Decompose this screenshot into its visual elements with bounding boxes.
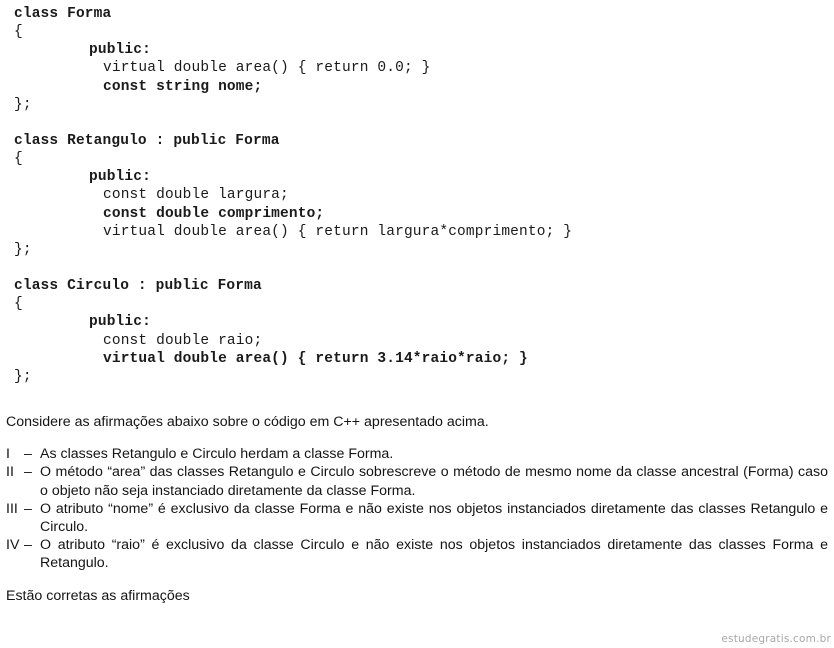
code-line: { [14,296,23,313]
statement-item [6,445,828,463]
question-intro: Considere as afirmações abaixo sobre o código em C++ apresentado acima. [6,414,489,430]
code-line: const string nome; [103,78,263,95]
statement-dash: – [24,537,32,554]
code-line [14,259,572,277]
statement-dash: – [24,500,32,517]
code-line: public: [89,42,151,59]
statement-item [6,536,828,572]
statement-number: IV [6,537,20,554]
code-line: const double comprimento; [103,205,325,222]
code-line: public: [89,314,151,331]
statement-dash: – [24,464,32,481]
question-body [6,413,828,605]
code-line: }; [14,96,32,113]
code-line: { [14,151,23,168]
statement-number: III [6,500,18,517]
code-line: class Forma [14,6,112,22]
code-line: { [14,24,23,41]
statement-item [6,463,828,499]
statement-dash: – [24,446,32,463]
code-line: virtual double area() { return largura*comprimento; } [103,223,573,240]
code-line: class Circulo : public Forma [14,278,262,295]
code-line: class Retangulo : public Forma [14,132,280,149]
code-line: }; [14,368,32,385]
statement-list [6,445,828,572]
question-prompt: Estão corretas as afirmações [6,587,190,604]
code-line: const double largura; [103,187,289,204]
statement-text: O atributo “raio” é exclusivo da classe Circulo e não existe nos objetos instanciados diretamente das classes Forma e Retangulo. [40,537,828,572]
code-listing [14,5,572,386]
code-line: }; [14,241,32,258]
code-line: const double raio; [103,332,263,349]
statement-text: O atributo “nome” é exclusivo da classe Forma e não existe nos objetos instanciados diretamente das classes Retangulo e Circulo. [40,500,828,536]
site-watermark: estudegratis.com.br [721,633,831,645]
statement-item [6,500,828,536]
statement-number: I [6,446,10,463]
statement-number: II [6,464,14,481]
statement-text: As classes Retangulo e Circulo herdam a classe Forma. [40,446,394,463]
code-line: virtual double area() { return 0.0; } [103,60,431,77]
code-line [14,114,572,132]
statement-text: O método “area” das classes Retangulo e Circulo sobrescreve o método de mesmo nome da classe ancestral (Forma) caso o objeto não seja instanciado diretamente da classe Forma. [40,464,828,499]
code-line: public: [89,169,151,186]
code-line: virtual double area() { return 3.14*raio*raio; } [103,350,528,367]
